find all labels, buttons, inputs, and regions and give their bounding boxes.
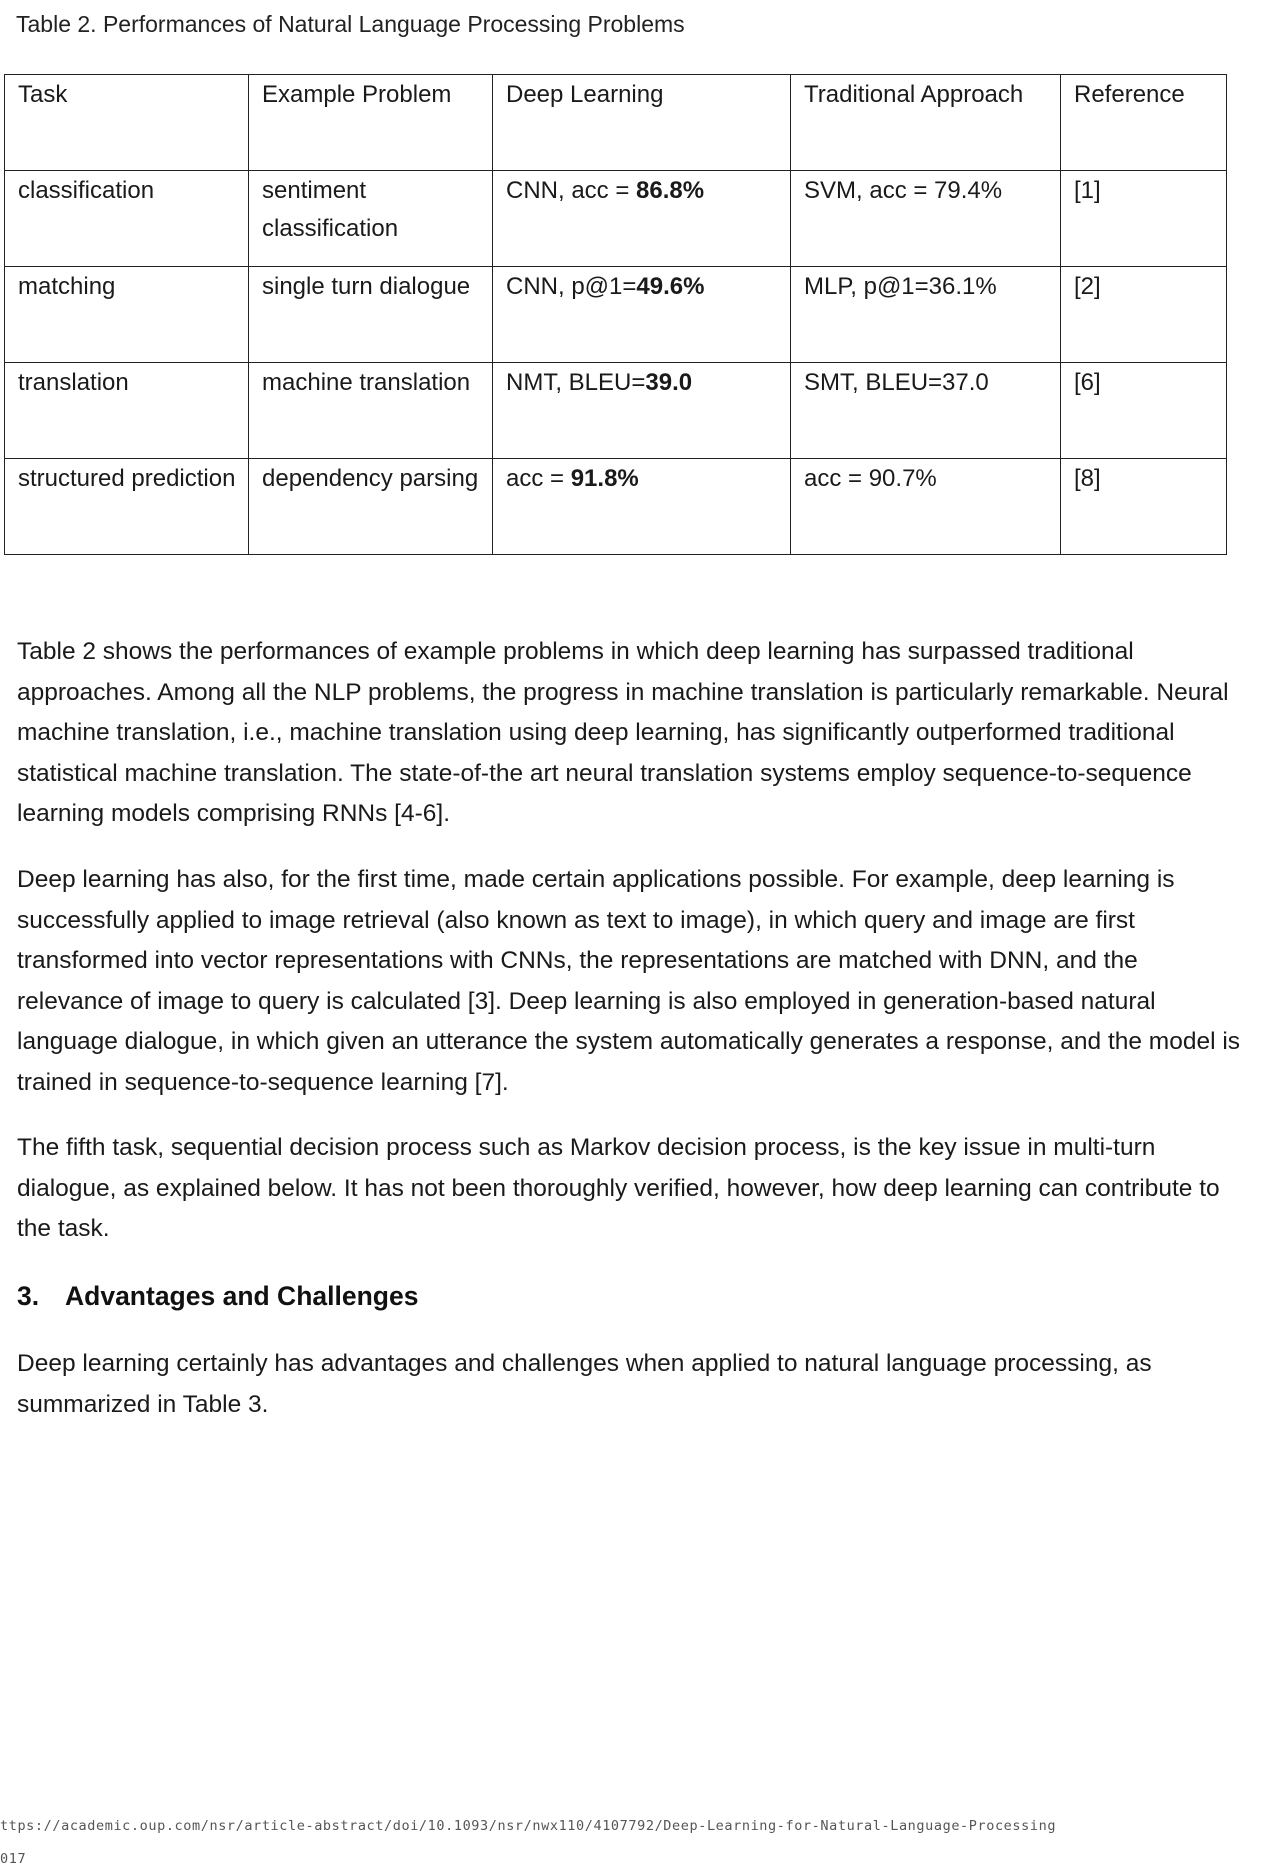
cell-reference: [2] bbox=[1061, 267, 1227, 363]
cell-example: single turn dialogue bbox=[249, 267, 493, 363]
cell-task: matching bbox=[5, 267, 249, 363]
section-title: Advantages and Challenges bbox=[65, 1281, 419, 1311]
table-caption: Table 2. Performances of Natural Language Processing Problems bbox=[16, 11, 685, 37]
cell-traditional: SMT, BLEU=37.0 bbox=[791, 363, 1061, 459]
paragraph-section-intro: Deep learning certainly has advantages and challenges when applied to natural language processing, as summarized in Table 3. bbox=[17, 1350, 1152, 1418]
dl-value: 86.8% bbox=[636, 177, 705, 204]
cell-task: translation bbox=[5, 363, 249, 459]
cell-task: structured prediction bbox=[5, 459, 249, 555]
cell-example: machine translation bbox=[249, 363, 493, 459]
cell-reference: [6] bbox=[1061, 363, 1227, 459]
cell-reference: [1] bbox=[1061, 171, 1227, 267]
cell-deep-learning: NMT, BLEU=39.0 bbox=[493, 363, 791, 459]
cell-traditional: SVM, acc = 79.4% bbox=[791, 171, 1061, 267]
header-example-problem: Example Problem bbox=[249, 75, 493, 171]
header-task: Task bbox=[5, 75, 249, 171]
section-heading bbox=[17, 1278, 418, 1314]
cell-traditional: MLP, p@1=36.1% bbox=[791, 267, 1061, 363]
dl-value: 49.6% bbox=[636, 273, 705, 300]
paragraph-table-summary: Table 2 shows the performances of example problems in which deep learning has surpassed traditional approaches. Among all the NLP problems, the progress in machine translation is particularly remarkable. Neural machine translation, i.e., machine translation using deep learning, has significantly outperformed traditional statistical machine translation. The state-of-the art neural translation systems employ sequence-to-sequence learning models comprising RNNs [4-6]. bbox=[17, 638, 1229, 827]
table-row bbox=[5, 459, 1227, 555]
header-traditional-approach: Traditional Approach bbox=[791, 75, 1061, 171]
performance-table bbox=[4, 74, 1227, 555]
header-reference: Reference bbox=[1061, 75, 1227, 171]
cell-deep-learning: CNN, acc = 86.8% bbox=[493, 171, 791, 267]
cell-deep-learning: CNN, p@1=49.6% bbox=[493, 267, 791, 363]
cell-task: classification bbox=[5, 171, 249, 267]
section-number: 3. bbox=[17, 1281, 40, 1311]
header-deep-learning: Deep Learning bbox=[493, 75, 791, 171]
table-row bbox=[5, 171, 1227, 267]
paragraph-new-applications: Deep learning has also, for the first time, made certain applications possible. For example, deep learning is successfully applied to image retrieval (also known as text to image), in which query and image are first transformed into vector representations with CNNs, the representations are matched with DNN, and the relevance of image to query is calculated [3]. Deep learning is also employed in generation-based natural language dialogue, in which given an utterance the system automatically generates a response, and the model is trained in sequence-to-sequence learning [7]. bbox=[17, 866, 1241, 1096]
cell-traditional: acc = 90.7% bbox=[791, 459, 1061, 555]
dl-value: 39.0 bbox=[645, 369, 693, 396]
footer-url: ttps://academic.oup.com/nsr/article-abstract/doi/10.1093/nsr/nwx110/4107792/Deep-Learning-for-Natural-Language-Processing bbox=[0, 1818, 1057, 1834]
table-header-row bbox=[5, 75, 1227, 171]
cell-deep-learning: acc = 91.8% bbox=[493, 459, 791, 555]
paragraph-fifth-task: The fifth task, sequential decision process such as Markov decision process, is the key issue in multi-turn dialogue, as explained below. It has not been thoroughly verified, however, how deep learning can contribute to the task. bbox=[17, 1134, 1220, 1242]
cell-reference: [8] bbox=[1061, 459, 1227, 555]
table-row bbox=[5, 363, 1227, 459]
table-row bbox=[5, 267, 1227, 363]
footer-page-number: 017 bbox=[0, 1851, 27, 1867]
dl-value: 91.8% bbox=[570, 465, 639, 492]
cell-example: dependency parsing bbox=[249, 459, 493, 555]
cell-example: sentiment classification bbox=[249, 171, 493, 267]
